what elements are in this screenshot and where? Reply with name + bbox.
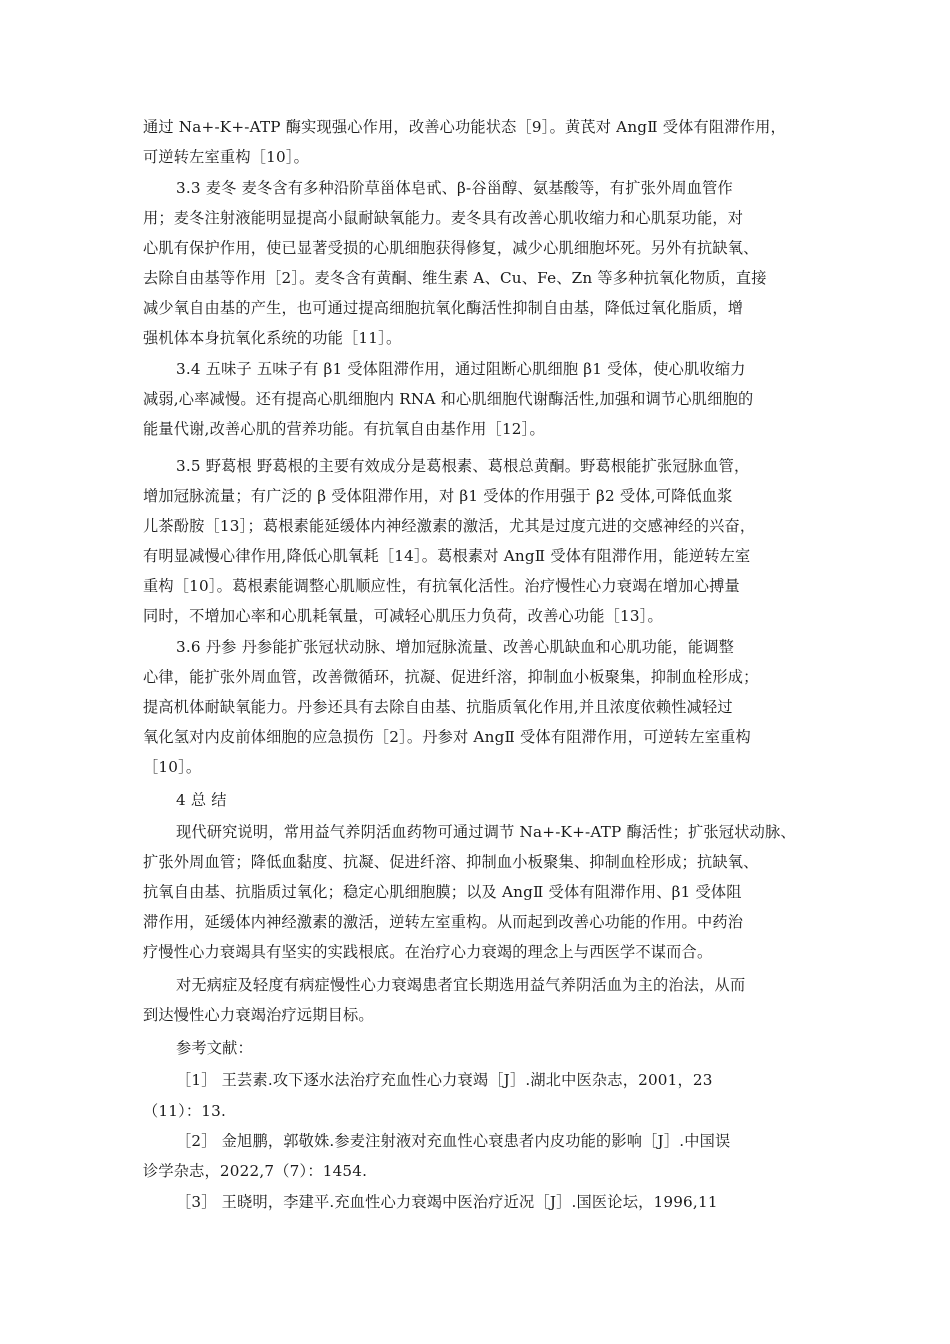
text-line: 重构［10］。葛根素能调整心肌顺应性，有抗氧化活性。治疗慢性心力衰竭在增加心搏量 [143,577,740,595]
text-line: 用；麦冬注射液能明显提高小鼠耐缺氧能力。麦冬具有改善心肌收缩力和心肌泵功能，对 [143,209,744,227]
section-3-4-heading-line: 3.4 五味子 五味子有 β1 受体阻滞作用，通过阻断心肌细胞 β1 受体，使心肌收缩力 [176,360,746,378]
text-line: 疗慢性心力衰竭具有坚实的实践根底。在治疗心力衰竭的理念上与西医学不谋而合。 [143,943,713,961]
reference-1: ［1］ 王芸素.攻下逐水法治疗充血性心力衰竭［J］.湖北中医杂志，2001，23 [176,1071,713,1089]
reference-3: ［3］ 王晓明，李建平.充血性心力衰竭中医治疗近况［J］.国医论坛，1996,11 [176,1193,718,1211]
reference-2-cont: 诊学杂志，2022,7（7）：1454. [143,1162,368,1180]
text-line: 增加冠脉流量；有广泛的 β 受体阻滞作用，对 β1 受体的作用强于 β2 受体,可降低血浆 [143,487,733,505]
text-line: 能量代谢,改善心肌的营养功能。有抗氧自由基作用［12］。 [143,420,545,438]
text-line: 氧化氢对内皮前体细胞的应急损伤［2］。丹参对 AngⅡ 受体有阻滞作用，可逆转左室重构 [143,728,751,746]
text-line: 滞作用，延缓体内神经激素的激活，逆转左室重构。从而起到改善心功能的作用。中药治 [143,913,744,931]
references-heading: 参考文献： [176,1039,253,1057]
text-line: 现代研究说明，常用益气养阴活血药物可通过调节 Na+-K+-ATP 酶活性；扩张冠状动脉、 [176,823,796,841]
text-line: 强机体本身抗氧化系统的功能［11］。 [143,329,402,347]
section-3-5-heading-line: 3.5 野葛根 野葛根的主要有效成分是葛根素、葛根总黄酮。野葛根能扩张冠脉血管， [176,457,750,475]
text-line: 通过 Na+-K+-ATP 酶实现强心作用，改善心功能状态［9］。黄芪对 AngⅡ 受体有阻滞作用， [143,118,786,136]
text-line: 扩张外周血管；降低血黏度、抗凝、促进纤溶、抑制血小板聚集、抑制血栓形成；抗缺氧、 [143,853,759,871]
text-line: ［10］。 [143,758,202,776]
text-line: 心肌有保护作用，使已显著受损的心肌细胞获得修复，减少心肌细胞坏死。另外有抗缺氧、 [143,239,759,257]
text-line: 减弱,心率减慢。还有提高心肌细胞内 RNA 和心肌细胞代谢酶活性,加强和调节心肌细胞的 [143,390,754,408]
section-3-6-heading-line: 3.6 丹参 丹参能扩张冠状动脉、增加冠脉流量、改善心肌缺血和心肌功能，能调整 [176,638,734,656]
reference-1-cont: （11）：13. [143,1102,227,1120]
text-line: 去除自由基等作用［2］。麦冬含有黄酮、维生素 A、Cu、Fe、Zn 等多种抗氧化物质，直接 [143,269,767,287]
reference-2: ［2］ 金旭鹏，郭敬姝.参麦注射液对充血性心衰患者内皮功能的影响［J］.中国误 [176,1132,731,1150]
text-line: 减少氧自由基的产生，也可通过提高细胞抗氧化酶活性抑制自由基，降低过氧化脂质，增 [143,299,744,317]
text-line: 到达慢性心力衰竭治疗远期目标。 [143,1006,374,1024]
text-line: 同时，不增加心率和心肌耗氧量，可减轻心肌压力负荷，改善心功能［13］。 [143,607,663,625]
text-line: 儿茶酚胺［13］；葛根素能延缓体内神经激素的激活，尤其是过度亢进的交感神经的兴奋， [143,517,756,535]
text-line: 提高机体耐缺氧能力。丹参还具有去除自由基、抗脂质氧化作用,并且浓度依赖性减轻过 [143,698,733,716]
section-4-heading: 4 总 结 [176,791,227,809]
section-3-3-heading-line: 3.3 麦冬 麦冬含有多种沿阶草甾体皂甙、β-谷甾醇、氨基酸等，有扩张外周血管作 [176,179,733,197]
text-line: 抗氧自由基、抗脂质过氧化；稳定心肌细胞膜；以及 AngⅡ 受体有阻滞作用、β1 受体阻 [143,883,742,901]
text-line: 可逆转左室重构［10］。 [143,148,310,166]
text-line: 对无病症及轻度有病症慢性心力衰竭患者宜长期选用益气养阴活血为主的治法，从而 [176,976,746,994]
text-line: 心律，能扩张外周血管，改善微循环，抗凝、促进纤溶，抑制血小板聚集，抑制血栓形成； [143,668,759,686]
text-line: 有明显减慢心律作用,降低心肌氧耗［14］。葛根素对 AngⅡ 受体有阻滞作用，能逆转左室 [143,547,751,565]
